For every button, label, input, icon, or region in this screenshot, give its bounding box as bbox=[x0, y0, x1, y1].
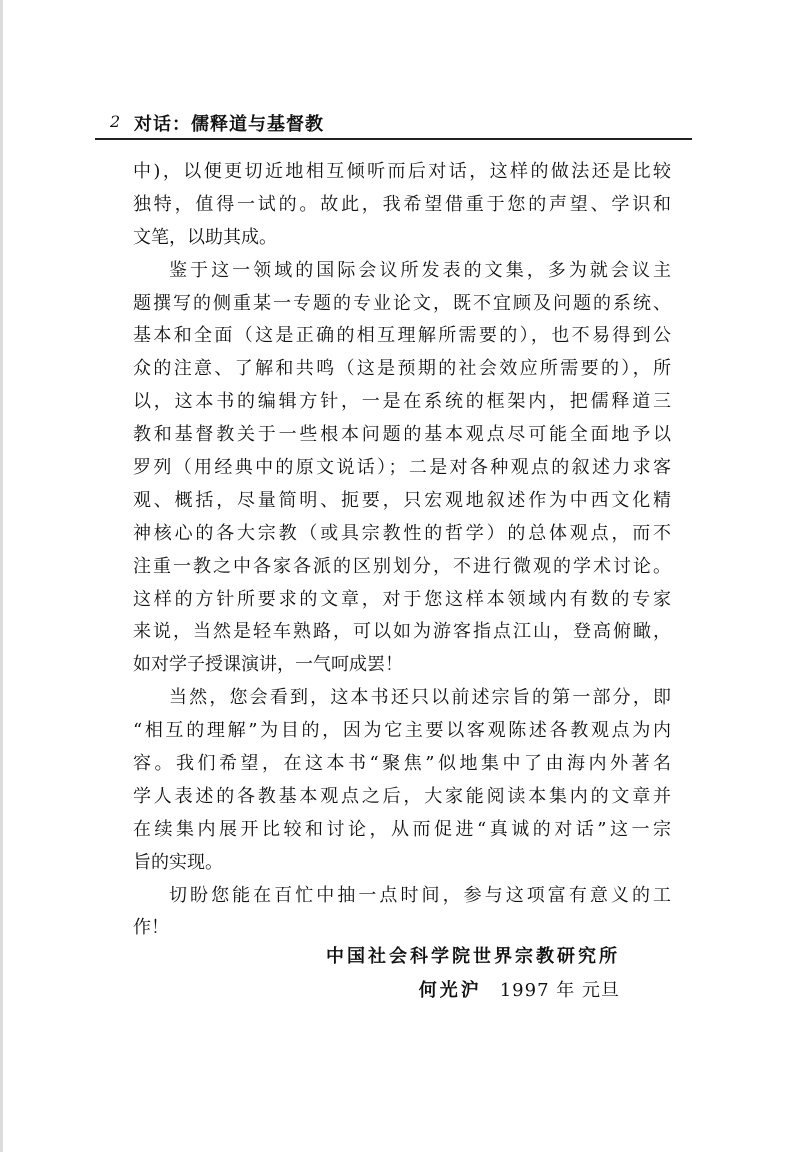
text-line: 鉴于这一领域的国际会议所发表的文集，多为就会议主 bbox=[169, 259, 671, 281]
page-edge bbox=[0, 0, 3, 1152]
text-line: 教和基督教关于一些根本问题的基本观点尽可能全面地予以 bbox=[133, 424, 671, 446]
text-line: 神核心的各大宗教（或具宗教性的哲学）的总体观点，而不 bbox=[133, 522, 671, 544]
text-line: 旨的实现。 bbox=[133, 851, 223, 873]
text-line: 这样的方针所要求的文章，对于您这样本领域内有数的专家 bbox=[133, 588, 671, 610]
header-rule bbox=[95, 138, 692, 140]
text-line: 当然，您会看到，这本书还只以前述宗旨的第一部分，即 bbox=[169, 687, 671, 709]
signature bbox=[326, 940, 620, 1008]
text-line: 以，这本书的编辑方针，一是在系统的框架内，把儒释道三 bbox=[133, 391, 671, 413]
text-line: 文笔，以助其成。 bbox=[133, 226, 277, 248]
text-line: 切盼您能在百忙中抽一点时间，参与这项富有意义的工 bbox=[169, 884, 671, 906]
text-line: 学人表述的各教基本观点之后，大家能阅读本集内的文章并 bbox=[133, 785, 671, 807]
text-line: 独特，值得一试的。故此，我希望借重于您的声望、学识和 bbox=[133, 193, 671, 215]
page-number: 2 bbox=[110, 112, 121, 131]
text-line: 如对学子授课演讲，一气呵成罢！ bbox=[133, 654, 403, 676]
text-line: 众的注意、了解和共鸣（这是预期的社会效应所需要的），所 bbox=[133, 358, 671, 380]
text-line: 容。我们希望，在这本书“聚焦”似地集中了由海内外著名 bbox=[133, 753, 671, 775]
running-title: 对话：儒释道与基督教 bbox=[134, 114, 324, 135]
text-line: 作！ bbox=[133, 917, 169, 939]
text-line: 罗列（用经典中的原文说话）；二是对各种观点的叙述力求客 bbox=[133, 457, 671, 479]
signature-organization: 中国社会科学院世界宗教研究所 bbox=[326, 946, 620, 967]
body-text bbox=[133, 156, 671, 945]
text-line: 题撰写的侧重某一专题的专业论文，既不宜顾及问题的系统、 bbox=[133, 292, 671, 314]
text-line: 来说，当然是轻车熟路，可以如为游客指点江山，登高俯瞰， bbox=[133, 621, 671, 643]
text-line: “相互的理解”为目的，因为它主要以客观陈述各教观点为内 bbox=[133, 720, 671, 742]
signature-line bbox=[326, 974, 620, 1008]
signature-name: 何光沪 bbox=[418, 980, 482, 1001]
signature-date: 1997 年 元旦 bbox=[499, 980, 620, 1001]
text-line: 观、概括，尽量简明、扼要，只宏观地叙述作为中西文化精 bbox=[133, 489, 671, 511]
page-header bbox=[110, 108, 690, 136]
text-line: 注重一教之中各家各派的区别划分，不进行微观的学术讨论。 bbox=[133, 555, 671, 577]
text-line: 中)，以便更切近地相互倾听而后对话，这样的做法还是比较 bbox=[133, 161, 671, 182]
text-line: 基本和全面（这是正确的相互理解所需要的），也不易得到公 bbox=[133, 325, 671, 347]
text-line: 在续集内展开比较和讨论，从而促进“真诚的对话”这一宗 bbox=[133, 818, 671, 840]
